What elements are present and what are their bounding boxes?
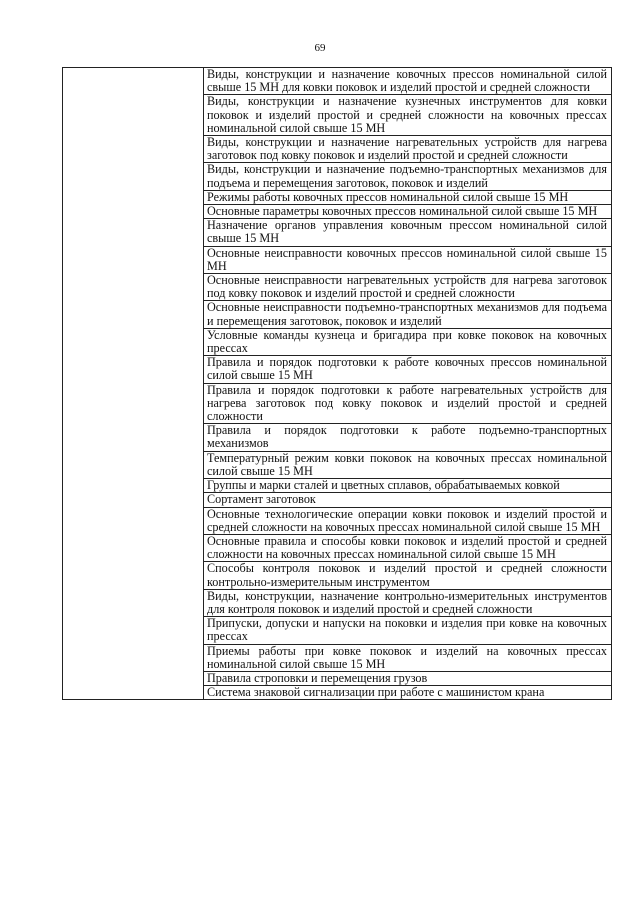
list-item-text: Основные технологические операции ковки поковок и изделий простой и средней сложности на ковочных прессах номинальной силой свыше 15 МН [207, 506, 607, 534]
list-item-text: Основные неисправности нагревательных устройств для нагрева заготовок под ковку поковок и изделий простой и средней сложности [207, 273, 607, 301]
list-item-text: Правила строповки и перемещения грузов [207, 670, 428, 685]
list-item-text: Приемы работы при ковке поковок и изделий на ковочных прессах номинальной силой свыше 15 МН [207, 643, 607, 671]
list-item-text: Сортамент заготовок [207, 492, 316, 507]
list-item-text: Основные правила и способы ковки поковок и изделий простой и средней сложности на ковочных прессах номинальной силой свыше 15 МН [207, 533, 607, 562]
table-left-cell [63, 68, 204, 700]
list-item-text: Виды, конструкции и назначение подъемно-транспортных механизмов для подъема и перемещения заготовок, поковок и изделий [207, 162, 607, 190]
list-item [204, 205, 611, 219]
list-item [204, 493, 611, 507]
list-item-text: Способы контроля поковок и изделий простой и средней сложности контрольно-измерительным инструментом [207, 561, 607, 589]
page-number: 69 [314, 42, 326, 54]
table-right-cell [204, 68, 612, 700]
list-item [204, 274, 611, 301]
list-item-text: Температурный режим ковки поковок на ковочных прессах номинальной силой свыше 15 МН [207, 450, 607, 478]
list-item-text: Режимы работы ковочных прессов номинальной силой свыше 15 МН [207, 189, 569, 204]
table-row [63, 68, 612, 700]
list-item [204, 508, 611, 535]
list-item-text: Припуски, допуски и напуски на поковки и изделия при ковке на ковочных прессах [207, 616, 607, 644]
list-item [204, 384, 611, 425]
list-item-text: Система знаковой сигнализации при работе с машинистом крана [207, 685, 545, 700]
list-item [204, 562, 611, 589]
list-item [204, 356, 611, 383]
list-item-text: Правила и порядок подготовки к работе нагревательных устройств для нагрева заготовок под ковку поковок и изделий простой и средней сложности [207, 382, 607, 424]
list-item-text: Основные неисправности подъемно-транспортных механизмов для подъема и перемещения заготовок, поковок и изделий [207, 300, 607, 328]
list-item [204, 535, 611, 562]
list-item [204, 645, 611, 672]
list-item [204, 452, 611, 479]
list-item [204, 219, 611, 246]
list-item [204, 247, 611, 274]
list-item-text: Основные параметры ковочных прессов номинальной силой свыше 15 МН [207, 204, 598, 219]
list-item [204, 424, 611, 451]
list-item [204, 590, 611, 617]
list-item [204, 686, 611, 699]
list-item-text: Группы и марки сталей и цветных сплавов, обрабатываемых ковкой [207, 478, 560, 493]
list-item-text: Правила и порядок подготовки к работе ковочных прессов номинальной силой свыше 15 МН [207, 355, 607, 383]
list-item [204, 301, 611, 328]
list-item-text: Виды, конструкции, назначение контрольно-измерительных инструментов для контроля поковок и изделий простой и средней сложности [207, 588, 607, 616]
list-item-text: Виды, конструкции и назначение кузнечных инструментов для ковки поковок и изделий простой и средней сложности на ковочных прессах номинальной силой свыше 15 МН [207, 94, 607, 135]
list-item [204, 672, 611, 686]
list-item-text: Виды, конструкции и назначение нагревательных устройств для нагрева заготовок под ковку поковок и изделий простой и средней сложности [207, 135, 607, 163]
list-item [204, 68, 611, 95]
list-item [204, 479, 611, 493]
list-item-text: Основные неисправности ковочных прессов номинальной силой свыше 15 МН [207, 245, 607, 273]
list-item [204, 617, 611, 644]
list-item [204, 329, 611, 356]
list-item-text: Правила и порядок подготовки к работе подъемно-транспортных механизмов [207, 423, 607, 451]
list-item-text: Назначение органов управления ковочным прессом номинальной силой свыше 15 МН [207, 218, 607, 246]
list-item-text: Виды, конструкции и назначение ковочных прессов номинальной силой свыше 15 МН для ковки поковок и изделий простой и средней сложности [207, 67, 607, 95]
list-item [204, 191, 611, 205]
list-item [204, 163, 611, 190]
list-item [204, 95, 611, 136]
list-item-text: Условные команды кузнеца и бригадира при ковке поковок на ковочных прессах [207, 327, 607, 356]
knowledge-table [62, 67, 612, 700]
list-item [204, 136, 611, 163]
